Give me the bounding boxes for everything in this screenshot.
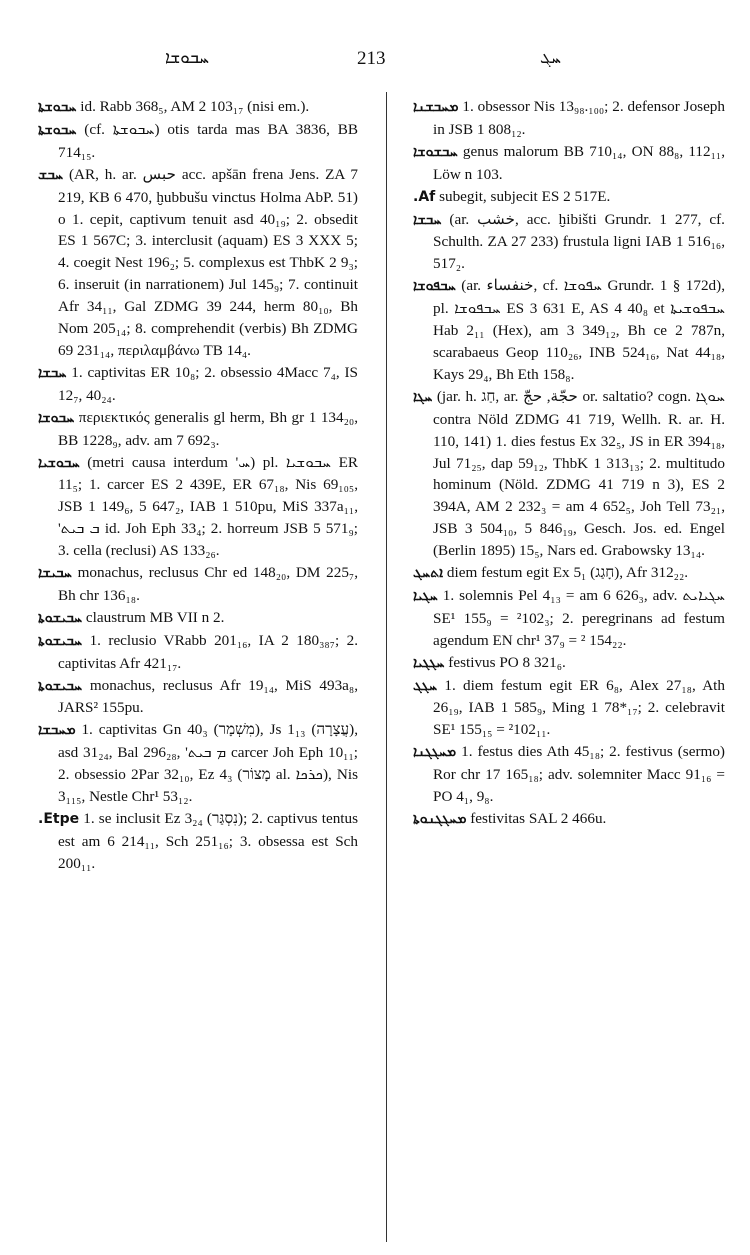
- entry-definition: 1. captivitas ER 10₈; 2. obsessio 4Macc 7₄, IS 12₇, 40₂₄.: [58, 363, 359, 404]
- dictionary-entry: [413, 675, 725, 742]
- entry-headword: ܚܓܓ: [413, 677, 438, 694]
- dictionary-entry: [413, 585, 725, 652]
- dictionary-entry: [38, 675, 358, 720]
- dictionary-entry: [38, 719, 358, 808]
- entry-headword: ܚܒܝܫܘܬܐ: [38, 609, 83, 626]
- header-left-word: ܚܒܘܫܐ: [165, 48, 210, 68]
- entry-definition: (AR, h. ar. حبس acc. apšān frena Jens. ZA 7 219, KB 6 470, ḫubbušu vinctus Holma AbP. 51) o 1. cepit, captivum tenuit asd 40₁₉; 2. obsedit ES 1 567C; 3. interclusit (aquam) ES 3 XXX 5; 4. coegit Nest 196₂; 5. complexus est ThbK 2 9₃; 6. inseruit (in narrationem) Jul 145₉; 7. continuit Afr 34₁₁, Gal ZDMG 39 244, herm 80₁₀, Bh Nom 205₁₄; 8. comprehendit (verbis) Bh ZDMG 69 231₁₄, περιλαμβάνω TB 14₄.: [58, 165, 358, 359]
- dictionary-entry: [413, 186, 725, 209]
- right-column: [413, 96, 725, 831]
- entry-definition: 1. solemnis Pel 4₁₃ = am 6 626₃, adv. ܚܓܝܐܝܬ SE¹ 155₉ = ²102₃; 2. peregrinans ad festum agendum EN chr¹ 37₉ = ² 154₂₂.: [433, 586, 725, 649]
- entry-definition: (ar. خنفساء, cf. ܚܦܘܫܐ Grundr. 1 § 172d), pl. ܚܒܦܘܫܐ ES 3 631 E, AS 4 40₈ et ܚܒܦܘܫܝܬܐ Hab 2₁₁ (Hex), am 3 349₁₂, Bh ce 2 787n, scarabaeus Geop 110₂₆, INB 524₁₆, Nat 44₁₈, Kays 29₄, Bh Eth 158₈.: [433, 277, 725, 383]
- entry-definition: monachus, reclusus Chr ed 148₂₀, DM 225₇, Bh chr 136₁₈.: [58, 564, 359, 604]
- page-number: 213: [357, 48, 386, 69]
- entry-definition: festivitas SAL 2 466u.: [470, 810, 607, 827]
- entry-headword: ܚܒܝܫܘܬܐ: [38, 677, 83, 694]
- dictionary-entry: [38, 96, 358, 119]
- dictionary-entry: [413, 741, 725, 808]
- dictionary-entry: [38, 630, 358, 675]
- entry-headword: ܡܚܒܫܢܐ: [413, 99, 459, 115]
- entry-headword: ܐܬܚܓ: [413, 565, 444, 582]
- entry-definition: 1. diem festum egit ER 6₈, Alex 27₁₈, Ath 26₁₉, IAB 1 585₉, Ming 1 78*₁₇; 2. celebravit SE¹ 155₁₅ = ²102₁₁.: [433, 676, 725, 739]
- page-header: [0, 48, 750, 78]
- dictionary-entry: [38, 607, 358, 630]
- entry-definition: (cf. ܚܒܘܫܬܐ) otis tarda mas BA 3836, BB 714₁₅.: [58, 120, 358, 161]
- entry-headword: Af.: [413, 188, 436, 205]
- entry-definition: 1. reclusio VRabb 201₁₆, IA 2 180₃₈₇; 2. captivitas Afr 421₁₇.: [58, 631, 358, 672]
- entry-headword: ܚܒܘܫܝܐ: [38, 454, 80, 471]
- dictionary-entry: [38, 808, 358, 875]
- entry-headword: ܚܒܝܫܘܬܐ: [38, 632, 83, 649]
- entry-headword: Etpe.: [38, 811, 80, 827]
- entry-headword: ܡܚܓܓܢܘܬܐ: [413, 811, 467, 827]
- entry-headword: ܚܒܦܘܫܐ: [413, 278, 456, 295]
- dictionary-entry: [413, 386, 725, 562]
- left-column: [38, 96, 358, 875]
- entry-headword: ܚܒܘܫܬܐ: [38, 121, 77, 138]
- entry-headword: ܚܒܝܫܐ: [38, 565, 72, 582]
- entry-headword: ܚܒܫܐ: [38, 364, 67, 381]
- dictionary-entry: [413, 96, 725, 141]
- column-divider: [386, 92, 387, 1242]
- entry-headword: ܚܒܘܫܬܐ: [38, 99, 77, 115]
- entry-headword: ܡܚܒܫܐ: [38, 722, 76, 739]
- dictionary-entry: [413, 808, 725, 831]
- entry-definition: claustrum MB VII n 2.: [85, 608, 225, 626]
- entry-definition: id. Rabb 368₅, AM 2 103₁₇ (nisi em.).: [80, 98, 310, 115]
- entry-headword: ܚܓܐ: [413, 388, 433, 405]
- entry-headword: ܡܚܓܓܢܐ: [413, 744, 457, 761]
- entry-definition: 1. festus dies Ath 45₁₈; 2. festivus (sermo) Ror chr 17 165₁₈; adv. solemniter Macc 91₁₆ = PO 4₁, 9₈.: [433, 743, 725, 806]
- entry-headword: ܚܒܫܐ: [413, 211, 442, 228]
- dictionary-entry: [413, 652, 725, 675]
- entry-definition: genus malorum BB 710₁₄, ON 88₈, 112₁₁, Löw n 103.: [433, 142, 726, 183]
- dictionary-entry: [413, 275, 725, 386]
- entry-definition: 1. se inclusit Ez 3₂₄ (נִסְגַּר); 2. captivus tentus est am 6 214₁₁, Sch 251₁₆; 3. obsessa est Sch 200₁₁.: [58, 810, 359, 872]
- entry-headword: ܚܓܝܐ: [413, 587, 438, 604]
- entry-headword: ܚܒܫܘܫܐ: [413, 143, 458, 160]
- dictionary-entry: [38, 164, 358, 362]
- entry-definition: 1. captivitas Gn 40₃ (מִשְׁמָר), Js 1₁₃ (עֲצָרָה), asd 31₂₄, Bal 296₂₈, 'ܡ ܒܝܬ carcer Joh Eph 10₁₁; 2. obsessio 2Par 32₁₀, Ez 4₃ (מָצוֹר al. ܟܪܟܐ), Nis 3₁₁₅, Nestle Chr¹ 53₁₂.: [58, 721, 358, 806]
- dictionary-entry: [38, 452, 358, 563]
- header-right-word: ܚܓ: [540, 48, 561, 68]
- entry-definition: (jar. h. חַג, ar. حجّة, حجّ or. saltatio? cogn. ܚܘܓܐ contra Nöld ZDMG 41 719, Wellh. R. ar. H. 110, 141) 1. dies festus Ex 32₅, JS in ER 394₁₈, Jul 71₂₅, dap 59₁₂, ThbK 1 313₁₃; 2. multitudo hominum (Nöld. ZDMG 41 719 n 3), ES 2 394A, AM 2 232₃ = am 4 652₅, Joh Tell 73₂₁, JSB 3 504₁₀, 5 846₁₉, Gesch. Jos. ed. Engel (Berlin 1895) 15₅, Nars ed. Grabowsky 13₁₄.: [433, 387, 725, 560]
- dictionary-entry: [38, 362, 358, 407]
- dictionary-entry: [413, 141, 725, 186]
- entry-definition: (ar. خشب, acc. ḫibišti Grundr. 1 277, cf. Schulth. ZA 27 233) frustula ligni IAB 1 516₁₆, 517₂.: [433, 210, 725, 273]
- dictionary-entry: [38, 407, 358, 452]
- entry-definition: diem festum egit Ex 5₁ (חָגַג), Afr 312₂₂.: [446, 564, 689, 582]
- entry-headword: ܚܒܫ: [38, 166, 64, 183]
- entry-definition: monachus, reclusus Afr 19₁₄, MiS 493a₈, JARS² 155pu.: [58, 676, 358, 717]
- entry-definition: 1. obsessor Nis 13₉₈.₁₀₀; 2. defensor Joseph in JSB 1 808₁₂.: [433, 98, 725, 138]
- dictionary-entry: [413, 562, 725, 585]
- entry-definition: subegit, subjecit ES 2 517E.: [439, 187, 611, 205]
- dictionary-entry: [38, 562, 358, 607]
- dictionary-entry: [38, 119, 358, 164]
- entry-definition: festivus PO 8 321₆.: [448, 653, 566, 671]
- entry-definition: (metri causa interdum 'ܚ) pl. ܚܒܘܫܝܐ ER 11₅; 1. carcer ES 2 439E, ER 67₁₈, Nis 69₁₀₅, JSB 1 149₆, 5 647₂, IAB 1 510pu, MiS 337a₁₁, 'ܒ ܒܝܬ id. Joh Eph 33₄; 2. horreum JSB 5 571₉; 3. cella (reclusi) AS 133₂₆.: [58, 453, 359, 560]
- entry-headword: ܚܓܓܝܐ: [413, 654, 445, 671]
- dictionary-entry: [413, 209, 725, 276]
- entry-headword: ܚܒܘܫܐ: [38, 409, 75, 426]
- entry-definition: περιεκτικός generalis gl herm, Bh gr 1 134₂₀, BB 1228₉, adv. am 7 692₃.: [58, 408, 358, 449]
